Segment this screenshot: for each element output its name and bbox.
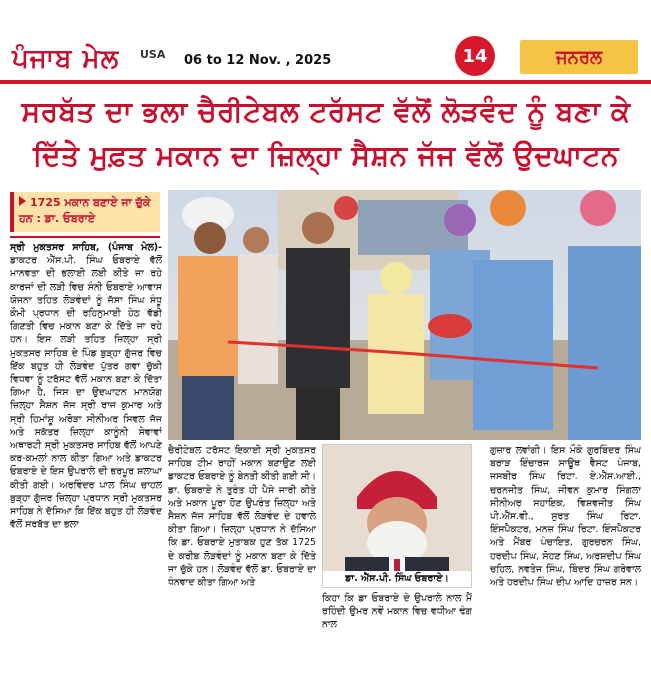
obrai-portrait-image bbox=[323, 445, 471, 587]
article-kicker bbox=[10, 192, 160, 232]
article-column-2: ਚੈਰੀਟੇਬਲ ਟਰੱਸਟ ਇਕਾਈ ਸ੍ਰੀ ਮੁਕਤਸਰ ਸਾਹਿਬ ਟੀਮ ਰਾਹੀਂ ਮਕਾਨ ਬਣਾਉਣ ਲਈ ਡਾਕਟਰ ਓਬਰਾਏ ਨੂੰ ਬੇਨਤੀ ਕੀਤੀ ਗਈ ਸੀ। ਡਾ. ਓਬਰਾਏ ਨੇ ਤੁਰੰਤ ਹੀ ਪੈਸੇ ਜਾਰੀ ਕੀਤੇ ਅਤੇ ਮਕਾਨ ਪੂਰਾ ਹੋਣ ਉਪਰੰਤ ਜ਼ਿਲ੍ਹਾ ਅਤੇ ਸੈਸ਼ਨ ਜੱਜ ਸਾਹਿਬ ਵੱਲੋਂ ਲੋੜਵੰਦ ਦੇ ਹਵਾਲੇ ਕੀਤਾ ਗਿਆ। ਜ਼ਿਲ੍ਹਾ ਪ੍ਰਧਾਨ ਨੇ ਦੱਸਿਆ ਕਿ ਡਾ. ਓਬਰਾਏ ਮੁਤਾਬਕ ਹੁਣ ਤੱਕ 1725 ਦੇ ਕਰੀਬ ਲੋੜਵੰਦਾਂ ਨੂੰ ਮਕਾਨ ਬਣਾ ਕੇ ਦਿੱਤੇ ਜਾ ਚੁੱਕੇ ਹਨ। ਲੋੜਵੰਦ ਵੱਲੋਂ ਡਾ. ਓਬਰਾਏ ਦਾ ਧੰਨਵਾਦ ਕੀਤਾ ਗਿਆ ਅਤੇ bbox=[168, 445, 316, 589]
headline-line-2: ਦਿੱਤੇ ਮੁਫ਼ਤ ਮਕਾਨ ਦਾ ਜ਼ਿਲ੍ਹਾ ਸੈਸ਼ਨ ਜੱਜ ਵੱਲੋਂ ਉਦਘਾਟਨ bbox=[32, 139, 620, 172]
page-number-badge: 14 bbox=[455, 36, 495, 76]
newspaper-brand: ਪੰਜਾਬ ਮੇਲ bbox=[12, 44, 120, 74]
article-headline bbox=[8, 90, 644, 178]
issue-dates: 06 to 12 Nov. , 2025 bbox=[184, 53, 332, 68]
masthead-divider bbox=[0, 80, 651, 84]
column-1-text: ਡਾਕਟਰ ਐੱਸ.ਪੀ. ਸਿੰਘ ਓਬਰਾਏ ਵੱਲੋਂ ਮਾਨਵਤਾ ਦੀ ਭਲਾਈ ਲਈ ਕੀਤੇ ਜਾ ਰਹੇ ਕਾਰਜਾਂ ਦੀ ਲੜੀ ਵਿਚ ਸੰਨੀ ਓਬਰਾਏ ਆਵਾਸ ਯੋਜਨਾ ਤਹਿਤ ਲੋੜਵੰਦਾਂ ਨੂੰ ਜੱਸਾ ਸਿੰਘ ਸੰਧੂ ਕੌਮੀ ਪ੍ਰਧਾਨ ਦੀ ਰਹਿਨੁਮਾਈ ਹੇਠ ਵੱਡੀ ਗਿਣਤੀ ਵਿਚ ਮਕਾਨ ਬਣਾ ਕੇ ਦਿੱਤੇ ਜਾ ਰਹੇ ਹਨ। ਇਸ ਲੜੀ ਤਹਿਤ ਜ਼ਿਲ੍ਹਾ ਸ੍ਰੀ ਮੁਕਤਸਰ ਸਾਹਿਬ ਦੇ ਪਿੰਡ ਬੁੜ੍ਹਾ ਗੁੱਜਰ ਵਿਚ ਇੱਕ ਬਹੁਤ ਹੀ ਲੋੜਵੰਦ ਪੁੱਤਰ ਗਵਾ ਚੁੱਕੀ ਵਿਧਵਾ ਨੂੰ ਟਰੱਸਟ ਵੱਲੋਂ ਮਕਾਨ ਬਣਾ ਕੇ ਦਿੱਤਾ ਗਿਆ ਹੈ, ਜਿਸ ਦਾ ਉਦਘਾਟਨ ਮਾਨਯੋਗ ਜ਼ਿਲ੍ਹਾ ਸੈਸ਼ਨ ਜੱਜ ਸ੍ਰੀ ਰਾਜ ਕੁਮਾਰ ਅਤੇ ਸ੍ਰੀ ਹਿਮਾਂਸ਼ੂ ਅਰੋੜਾ ਸੀਨੀਅਰ ਸਿਵਲ ਜੱਜ ਅਤੇ ਸਕੱਤਰ ਜ਼ਿਲ੍ਹਾ ਕਾਨੂੰਨੀ ਸੇਵਾਵਾਂ ਅਥਾਰਟੀ ਸ੍ਰੀ ਮੁਕਤਸਰ ਸਾਹਿਬ ਵੱਲੋਂ ਆਪਣੇ ਕਰ-ਕਮਲਾਂ ਨਾਲ ਕੀਤਾ ਗਿਆ ਅਤੇ ਡਾਕਟਰ ਓਬਰਾਏ ਦੇ ਇਸ ਉਪਰਾਲੇ ਦੀ ਭਰਪੂਰ ਸ਼ਲਾਘਾ ਕੀਤੀ ਗਈ। ਅਰਵਿੰਦਰ ਪਾਲ ਸਿੰਘ ਚਾਹਲ ਬੁੜ੍ਹਾ ਗੁੱਜਰ ਜ਼ਿਲ੍ਹਾ ਪ੍ਰਧਾਨ ਸ੍ਰੀ ਮੁਕਤਸਰ ਸਾਹਿਬ ਨੇ ਦੱਸਿਆ ਕਿ ਇੱਕ ਬਹੁਤ ਹੀ ਲੋੜਵੰਦ ਵੱਲੋਂ ਸਰਬੱਤ ਦਾ ਭਲਾ bbox=[10, 255, 162, 531]
article-column-1 bbox=[10, 241, 162, 683]
kicker-divider bbox=[10, 236, 160, 238]
portrait-photo bbox=[322, 444, 472, 588]
triangle-bullet-icon bbox=[19, 196, 26, 206]
inauguration-photo-image bbox=[168, 190, 641, 440]
edition-label: USA bbox=[140, 48, 166, 61]
portrait-caption: ਡਾ. ਐੱਸ.ਪੀ. ਸਿੰਘ ਓਬਰਾਏ। bbox=[323, 571, 471, 587]
masthead bbox=[0, 0, 651, 86]
section-label: ਜਨਰਲ bbox=[520, 40, 638, 74]
article-dateline: ਸ੍ਰੀ ਮੁਕਤਸਰ ਸਾਹਿਬ, (ਪੰਜਾਬ ਮੇਲ)- bbox=[10, 242, 162, 253]
headline-line-1: ਸਰਬੱਤ ਦਾ ਭਲਾ ਚੈਰੀਟੇਬਲ ਟਰੱਸਟ ਵੱਲੋਂ ਲੋੜਵੰਦ ਨੂੰ ਬਣਾ ਕੇ bbox=[21, 95, 631, 128]
event-photo bbox=[168, 190, 641, 440]
article-column-4: ਗੁਜ਼ਾਰ ਲਵਾਂਗੀ। ਇਸ ਮੌਕੇ ਗੁਰਬਿੰਦਰ ਸਿੰਘ ਬਰਾੜ ਇੰਚਾਰਜ ਸਾਊਥ ਵੈਸਟ ਪੰਜਾਬ, ਜਸਬੀਰ ਸਿੰਘ ਰਿਟਾ. ਏ.ਐੱਸ.ਆਈ., ਚਰਨਜੀਤ ਸਿੰਘ, ਜੀਵਨ ਕੁਮਾਰ ਸਿੰਗਲਾ ਸੀਨੀਅਰ ਸਹਾਇਕ, ਵਿਸ਼ਵਜੀਤ ਸਿੰਘ ਪੀ.ਐੱਸ.ਵੀ., ਸੁਰਤ ਸਿੰਘ ਰਿਟਾ. ਇੰਸਪੈਕਟਰ, ਮਨਜ਼ ਸਿੰਘ ਰਿਟਾ. ਇੰਸਪੈਕਟਰ ਅਤੇ ਮੈਂਬਰ ਪੰਚਾਇਤ, ਗੁਰਚਰਨ ਸਿੰਘ, ਹਰਦੀਪ ਸਿੰਘ, ਸੋਹਣ ਸਿੰਘ, ਅਰਸ਼ਦੀਪ ਸਿੰਘ ਚਹਿਲ, ਨਵਤੇਜ ਸਿੰਘ, ਬਿੰਦਰ ਸਿੰਘ ਗਰੇਵਾਲ ਅਤੇ ਹਰਦੀਪ ਸਿੰਘ ਦੀਪ ਆਦਿ ਹਾਜ਼ਰ ਸਨ। bbox=[490, 445, 641, 589]
article-column-3: ਕਿਹਾ ਕਿ ਡਾ ਓਬਰਾਏ ਦੇ ਉਪਰਾਲੇ ਨਾਲ ਮੈਂ ਰਹਿੰਦੀ ਉਮਰ ਨਵੇਂ ਮਕਾਨ ਵਿਚ ਵਧੀਆ ਢੰਗ ਨਾਲ bbox=[322, 593, 472, 631]
kicker-text: 1725 ਮਕਾਨ ਬਣਾਏ ਜਾ ਚੁੱਕੇ ਹਨ : ਡਾ. ਓਬਰਾਏ bbox=[19, 196, 151, 225]
